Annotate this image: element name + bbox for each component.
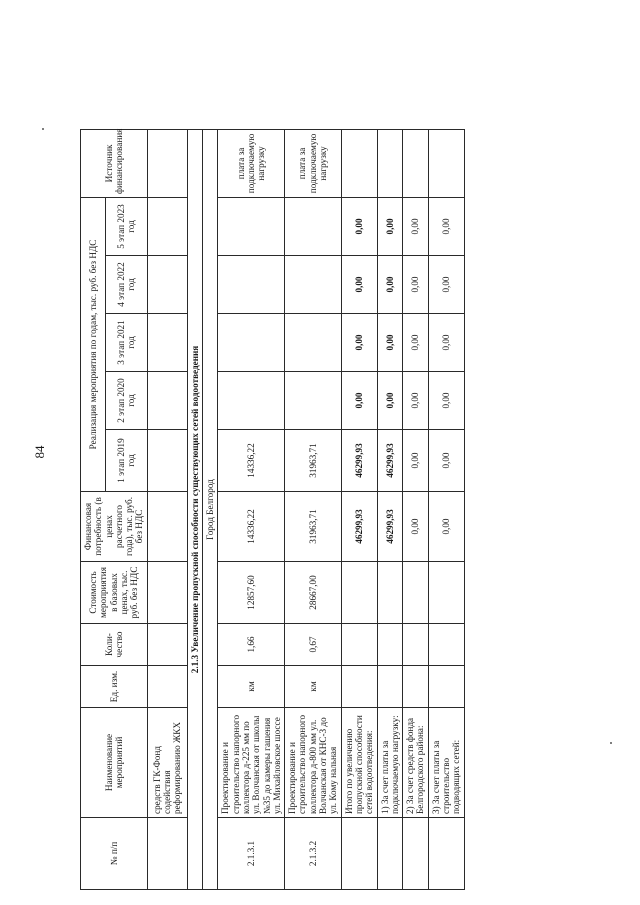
cell-stage-1: 0,00 — [403, 430, 429, 492]
page-number: 84 — [32, 445, 47, 459]
cell-num — [147, 818, 187, 890]
cell-name: Проектирование и строительство напорного коллектора д-800 мм ул. Волчанская от КНС-3 до ул. Кому нальная — [285, 708, 341, 818]
cell-qty — [428, 624, 464, 666]
cell-stage-5: 0,00 — [428, 197, 464, 255]
cell-fin: 46299,93 — [341, 492, 377, 562]
section-header-row — [187, 129, 202, 889]
cell-stage-3 — [218, 314, 285, 372]
cell-stage-4 — [218, 256, 285, 314]
cell-fin: 14336,22 — [218, 492, 285, 562]
cell-cost: 12857,60 — [218, 562, 285, 624]
cell-cost: 28667,00 — [285, 562, 341, 624]
cell-stage-3: 0,00 — [377, 314, 403, 372]
header-stage-2: 2 этап 2020 год — [105, 372, 147, 430]
header-name: Наименование мероприятий — [81, 708, 148, 818]
cell-fin — [147, 492, 187, 562]
cell-stage — [147, 197, 187, 255]
cell-stage — [147, 430, 187, 492]
cell-stage-2: 0,00 — [403, 372, 429, 430]
cell-stage-3: 0,00 — [403, 314, 429, 372]
total-row — [403, 129, 429, 889]
cell-qty: 0,67 — [285, 624, 341, 666]
cell-name: Итого по увеличению пропускной способности сетей водоотведения: — [341, 708, 377, 818]
cell-stage-3: 0,00 — [428, 314, 464, 372]
cell-num — [428, 818, 464, 890]
cell-source — [428, 129, 464, 197]
cell-fin: 0,00 — [428, 492, 464, 562]
cell-stage — [147, 314, 187, 372]
cell-stage-2: 0,00 — [377, 372, 403, 430]
cell-unit — [147, 666, 187, 708]
cell-stage-3: 0,00 — [341, 314, 377, 372]
cell-stage-1: 46299,93 — [341, 430, 377, 492]
cell-num — [377, 818, 403, 890]
cell-stage-5 — [218, 197, 285, 255]
table-row — [218, 129, 285, 889]
cell-stage-2 — [285, 372, 341, 430]
cell-unit: км — [285, 666, 341, 708]
header-stage-3: 3 этап 2021 год — [105, 314, 147, 372]
header-stage-1: 1 этап 2019 год — [105, 430, 147, 492]
cell-stage-4: 0,00 — [341, 256, 377, 314]
header-qty: Коли-чество — [81, 624, 148, 666]
cell-stage-5: 0,00 — [377, 197, 403, 255]
cell-qty — [341, 624, 377, 666]
cell-stage-2 — [218, 372, 285, 430]
cell-stage-3 — [285, 314, 341, 372]
cell-stage-1: 46299,93 — [377, 430, 403, 492]
table-row — [147, 129, 187, 889]
cell-cost — [147, 562, 187, 624]
cell-source — [341, 129, 377, 197]
cell-stage-2: 0,00 — [341, 372, 377, 430]
section-title: 2.1.3 Увеличение пропускной способности существующих сетей водоотведения — [187, 129, 202, 889]
header-stage-5: 5 этап 2023 год — [105, 197, 147, 255]
cell-cost — [377, 562, 403, 624]
cell-fin: 31963,71 — [285, 492, 341, 562]
cell-fin: 46299,93 — [377, 492, 403, 562]
header-fin-need: Финансовая потребность (в ценах расчетного года), тыс. руб. без НДС — [81, 492, 148, 562]
cell-num: 2.1.3.2 — [285, 818, 341, 890]
cell-stage-4: 0,00 — [377, 256, 403, 314]
cell-name: средств ГК-Фонд содействия реформированию ЖКХ — [147, 708, 187, 818]
cell-num: 2.1.3.1 — [218, 818, 285, 890]
cell-stage-4 — [285, 256, 341, 314]
cell-stage-1: 0,00 — [428, 430, 464, 492]
cell-cost — [428, 562, 464, 624]
cell-source: плата за подключаемую нагрузку — [218, 129, 285, 197]
cell-stage — [147, 372, 187, 430]
total-row — [341, 129, 377, 889]
scan-speck — [610, 742, 612, 744]
cell-stage-5: 0,00 — [403, 197, 429, 255]
subsection-title: Город Белгород — [203, 129, 218, 889]
cell-stage-4: 0,00 — [403, 256, 429, 314]
header-unit: Ед. изм. — [81, 666, 148, 708]
cell-fin: 0,00 — [403, 492, 429, 562]
cell-name: 3) За счет платы за строительство подводящих сетей: — [428, 708, 464, 818]
cell-qty: 1,66 — [218, 624, 285, 666]
cell-name: Проектирование и строительство напорного коллектора д-225 мм по ул. Волчанская от школы №35 до камеры гашения ул. Михайловское шоссе — [218, 708, 285, 818]
cell-num — [341, 818, 377, 890]
cell-source — [403, 129, 429, 197]
cell-qty — [377, 624, 403, 666]
subsection-header-row — [203, 129, 218, 889]
total-row — [428, 129, 464, 889]
cell-cost — [341, 562, 377, 624]
cell-source — [377, 129, 403, 197]
cell-unit — [341, 666, 377, 708]
header-stage-4: 4 этап 2022 год — [105, 256, 147, 314]
cell-stage-2: 0,00 — [428, 372, 464, 430]
header-source: Источник финансирования — [81, 129, 148, 197]
cell-source — [147, 129, 187, 197]
cell-source: плата за подключаемую нагрузку — [285, 129, 341, 197]
cell-stage-5 — [285, 197, 341, 255]
cell-stage — [147, 256, 187, 314]
cell-qty — [403, 624, 429, 666]
cell-stage-5: 0,00 — [341, 197, 377, 255]
cell-unit — [377, 666, 403, 708]
header-implementation: Реализация мероприятия по годам, тыс. руб. без НДС — [81, 197, 106, 491]
cell-stage-4: 0,00 — [428, 256, 464, 314]
rotated-table-container — [80, 50, 465, 890]
cell-unit: км — [218, 666, 285, 708]
cell-cost — [403, 562, 429, 624]
header-num: № п/п — [81, 818, 148, 890]
header-cost: Стоимость мероприятия в базовых ценах, тыс. руб. без НДС — [81, 562, 148, 624]
cell-name: 1) За счет платы за подключаемую нагрузку: — [377, 708, 403, 818]
total-row — [377, 129, 403, 889]
cell-num — [403, 818, 429, 890]
cell-stage-1: 14336,22 — [218, 430, 285, 492]
cell-unit — [428, 666, 464, 708]
cell-name: 2) За счет средств фонда Белгородского района: — [403, 708, 429, 818]
cell-qty — [147, 624, 187, 666]
cell-unit — [403, 666, 429, 708]
table-row — [285, 129, 341, 889]
investment-program-table — [80, 129, 465, 890]
cell-stage-1: 31963,71 — [285, 430, 341, 492]
